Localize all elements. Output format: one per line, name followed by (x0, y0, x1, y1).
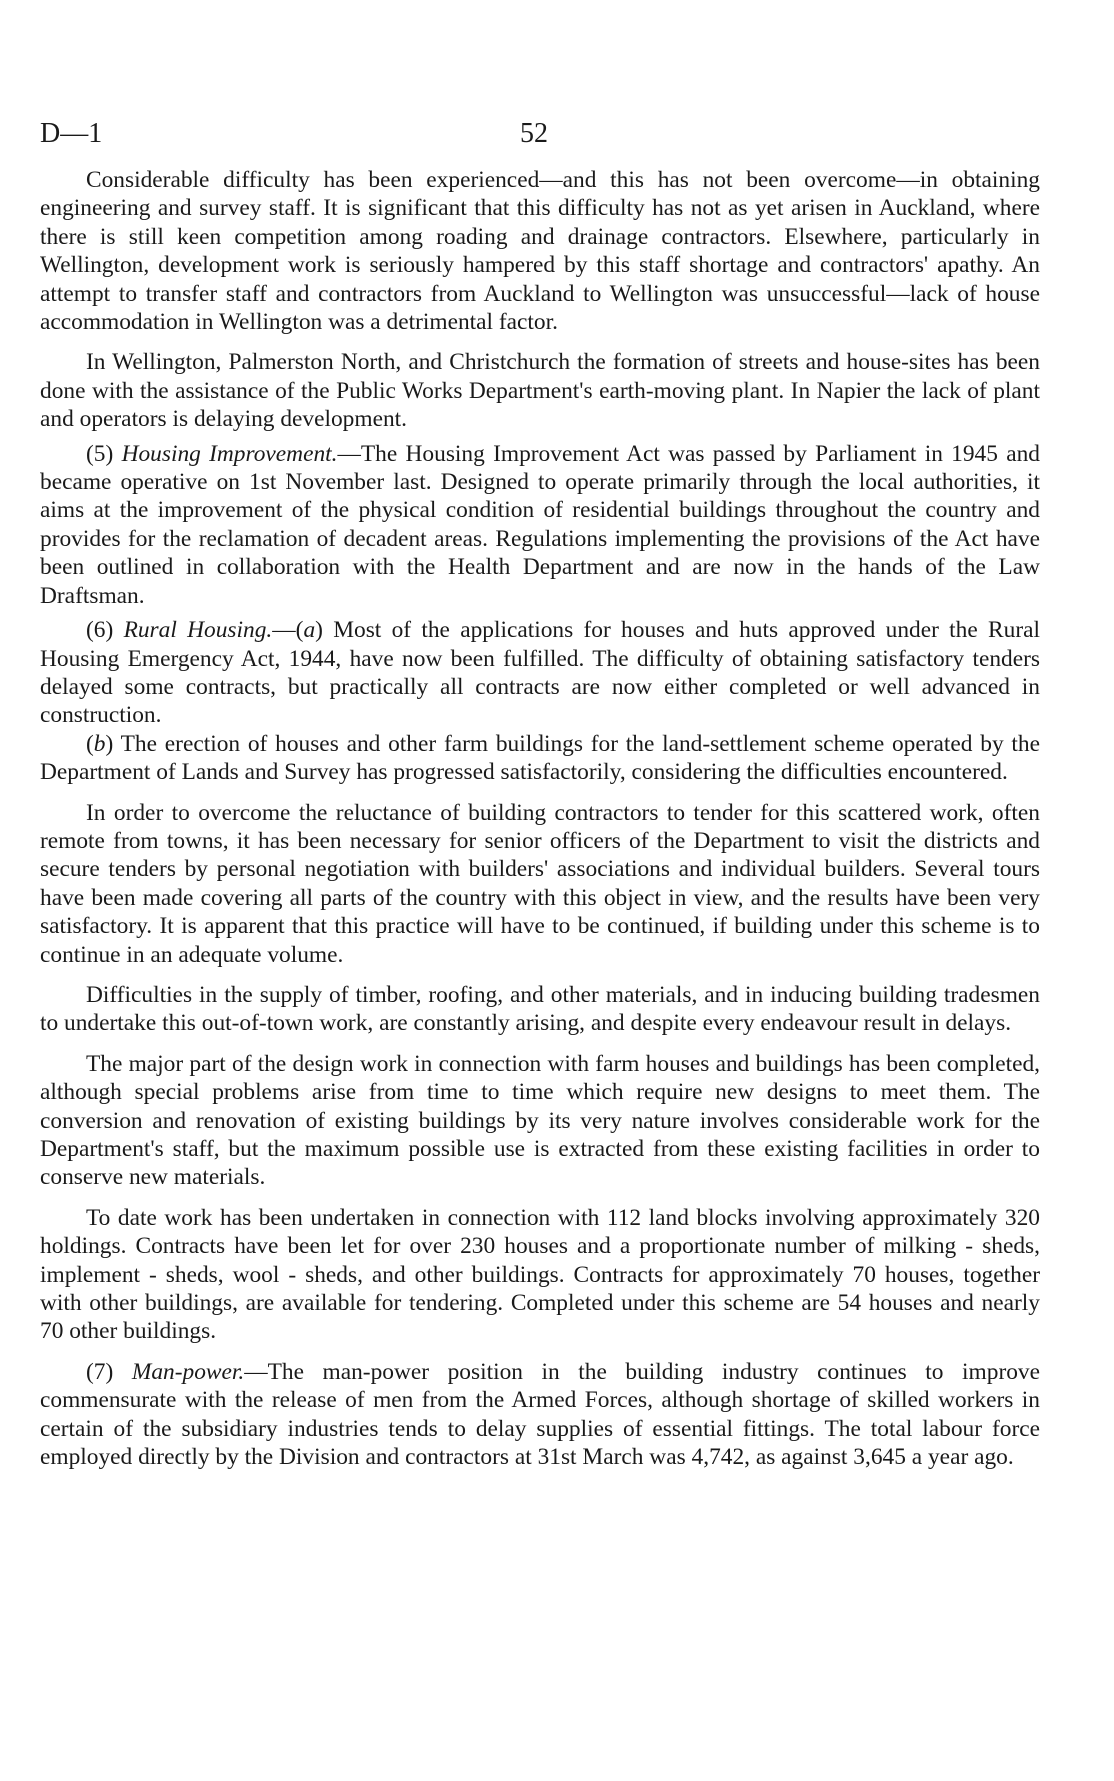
section-number: (5) (86, 440, 122, 467)
paragraph-rural-housing-b (40, 730, 1040, 787)
paragraph-design-work (40, 1050, 1040, 1192)
paragraph-earth-moving (40, 348, 1040, 433)
document-reference: D—1 (40, 118, 103, 149)
section-heading: Man-power. (131, 1358, 245, 1385)
subsection-letter: a (303, 617, 316, 644)
paragraph-housing-improvement (40, 440, 1040, 610)
page-header (40, 118, 1040, 166)
subsection-open: ( (86, 730, 94, 757)
paragraph-text: The major part of the design work in connection with farm houses and buildings has been completed, although special problems arise from time to time which require new designs to meet them. The conversion and renovation of existing buildings by its very nature involves considerable work for the Department's staff, but the maximum possible use is extracted from these existing facilities in order to conserve new materials. (40, 1050, 1040, 1191)
paragraph-text: —The Housing Improvement Act was passed by Parliament in 1945 and became operative on 1st November last. Designed to operate primarily through the local authorities, it aims at the improvement of the physical condition of residential buildings throughout the country and provides for the reclamation of decadent areas. Regulations implementing the provisions of the Act have been outlined in collaboration with the Health Department and are now in the hands of the Law Draftsman. (40, 440, 1040, 609)
paragraph-text: Difficulties in the supply of timber, roofing, and other materials, and in inducing building tradesmen to undertake this out-of-town work, are constantly arising, and despite every endeavour result in delays. (40, 981, 1040, 1037)
separator: —( (272, 617, 304, 644)
section-number: (7) (86, 1358, 132, 1385)
paragraph-supply-difficulties (40, 981, 1040, 1038)
document-page (40, 118, 1040, 1471)
paragraph-contractor-reluctance (40, 799, 1040, 969)
paragraph-text: ) Most of the applications for houses and huts approved under the Rural Housing Emergency Act, 1944, have now been fulfilled. The difficulty of obtaining satisfactory tenders delayed some contracts, but practically all contracts are now either completed or well advanced in construction. (40, 617, 1041, 729)
paragraph-staff-difficulty (40, 166, 1040, 336)
subsection-letter: b (93, 730, 106, 757)
paragraph-land-blocks (40, 1204, 1040, 1346)
paragraph-man-power (40, 1358, 1040, 1472)
section-number: (6) (86, 617, 124, 644)
paragraph-text: Considerable difficulty has been experienced—and this has not been overcome—in obtaining engineering and survey staff. It is significant that this difficulty has not as yet arisen in Auckland, where there is still keen competition among roading and drainage contractors. Elsewhere, particularly in Wellington, development work is seriously hampered by this staff shortage and contractors' apathy. An attempt to transfer staff and contractors from Auckland to Wellington was unsuccessful—lack of house accommodation in Wellington was a detrimental factor. (40, 167, 1040, 336)
section-heading: Rural Housing. (123, 617, 273, 644)
paragraph-text: In order to overcome the reluctance of building contractors to tender for this scattered work, often remote from towns, it has been necessary for senior officers of the Department to visit the districts and secure tenders by personal negotiation with builders' associations and individual builders. Several tours have been made covering all parts of the country with this object in view, and the results have been very satisfactory. It is apparent that this practice will have to be continued, if building under this scheme is to continue in an adequate volume. (40, 799, 1040, 968)
paragraph-text: —The man-power position in the building industry continues to improve commensurate with the release of men from the Armed Forces, although shortage of skilled workers in certain of the subsidiary industries tends to delay supplies of essential fittings. The total labour force employed directly by the Division and contractors at 31st March was 4,742, as against 3,645 a year ago. (40, 1358, 1041, 1471)
paragraph-rural-housing-a (40, 616, 1040, 730)
paragraph-text: To date work has been undertaken in connection with 112 land blocks involving approximately 320 holdings. Contracts have been let for over 230 houses and a proportionate number of milking - sheds, implement - sheds, wool - sheds, and other buildings. Contracts for approximately 70 houses, together with other buildings, are available for tendering. Completed under this scheme are 54 houses and nearly 70 other buildings. (40, 1204, 1040, 1345)
paragraph-text: In Wellington, Palmerston North, and Christchurch the formation of streets and house-sites has been done with the assistance of the Public Works Department's earth-moving plant. In Napier the lack of plant and operators is delaying development. (40, 349, 1040, 433)
page-number: 52 (520, 118, 548, 149)
section-heading: Housing Improvement. (121, 440, 338, 467)
paragraph-text: ) The erection of houses and other farm buildings for the land-settlement scheme operated by the Department of Lands and Survey has progressed satisfactorily, considering the difficulties encountered. (40, 730, 1040, 786)
